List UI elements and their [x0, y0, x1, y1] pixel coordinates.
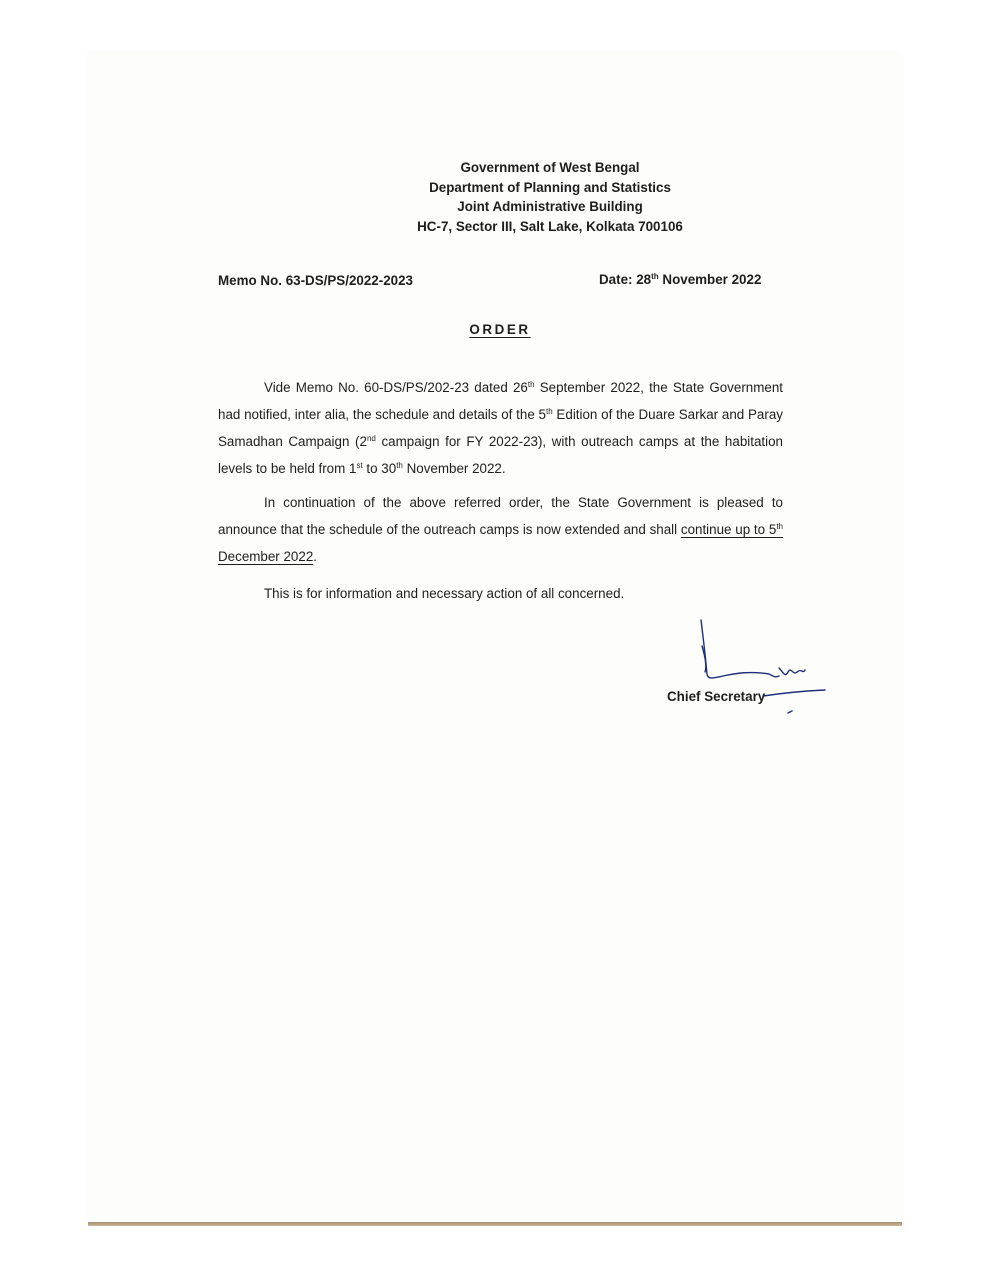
p2-underline-1: continue up to 5: [680, 522, 777, 537]
p1-sup-2: th: [546, 407, 553, 416]
letterhead-address: HC-7, Sector III, Salt Lake, Kolkata 700106: [417, 218, 683, 234]
paragraph-information: [218, 580, 783, 607]
memo-date-prefix: Date: 28: [599, 272, 652, 287]
p1-sup-5: th: [396, 461, 403, 470]
signature-stroke-underline: [763, 690, 825, 696]
signature-stroke-main: [701, 620, 779, 678]
memo-date-suffix: November 2022: [658, 272, 762, 287]
signature-icon: [693, 616, 833, 726]
signatory-designation: Chief Secretary: [667, 689, 766, 704]
signature-stroke-dot: [788, 711, 792, 713]
memo-date: [599, 272, 761, 287]
signature-stroke-tail: [779, 668, 805, 675]
p1-text-6: November 2022.: [402, 461, 506, 476]
paragraph-previous-order: [218, 374, 783, 482]
letterhead-department: Department of Planning and Statistics: [429, 179, 671, 195]
p2-text-2: .: [313, 549, 318, 564]
p1-sup-3: nd: [366, 434, 376, 443]
paragraph-extension: [218, 489, 783, 570]
p1-text-2: September 2022, the State Government had notified, inter alia, the schedule and details of the 5: [218, 380, 783, 422]
memo-date-sup: th: [651, 272, 659, 281]
p1-sup-4: st: [356, 461, 363, 470]
p1-text-5: to 30: [362, 461, 397, 476]
p2-underline-2: December 2022: [218, 549, 314, 564]
page-edge-shadow: [88, 1222, 902, 1226]
p1-text-3: Edition of the Duare Sarkar and Paray Samadhan Campaign (2: [218, 407, 783, 449]
p1-text-4: campaign for FY 2022-23), with outreach camps at the habitation levels to be held from 1: [218, 434, 784, 476]
p1-sup-1: th: [527, 380, 535, 389]
p3-text: This is for information and necessary action of all concerned.: [264, 586, 625, 601]
memo-number: Memo No. 63-DS/PS/2022-2023: [218, 273, 413, 288]
letterhead-building: Joint Administrative Building: [457, 199, 643, 214]
p1-text-1: Vide Memo No. 60-DS/PS/202-23 dated 26: [264, 380, 528, 395]
order-title: ORDER: [469, 322, 531, 337]
p2-underline-sup: th: [776, 522, 783, 531]
letterhead-government: Government of West Bengal: [460, 160, 640, 175]
p2-text-1: In continuation of the above referred order, the State Government is pleased to announce that the schedule of the outreach camps is now extended and shall: [218, 495, 783, 537]
letterhead: [300, 158, 800, 236]
